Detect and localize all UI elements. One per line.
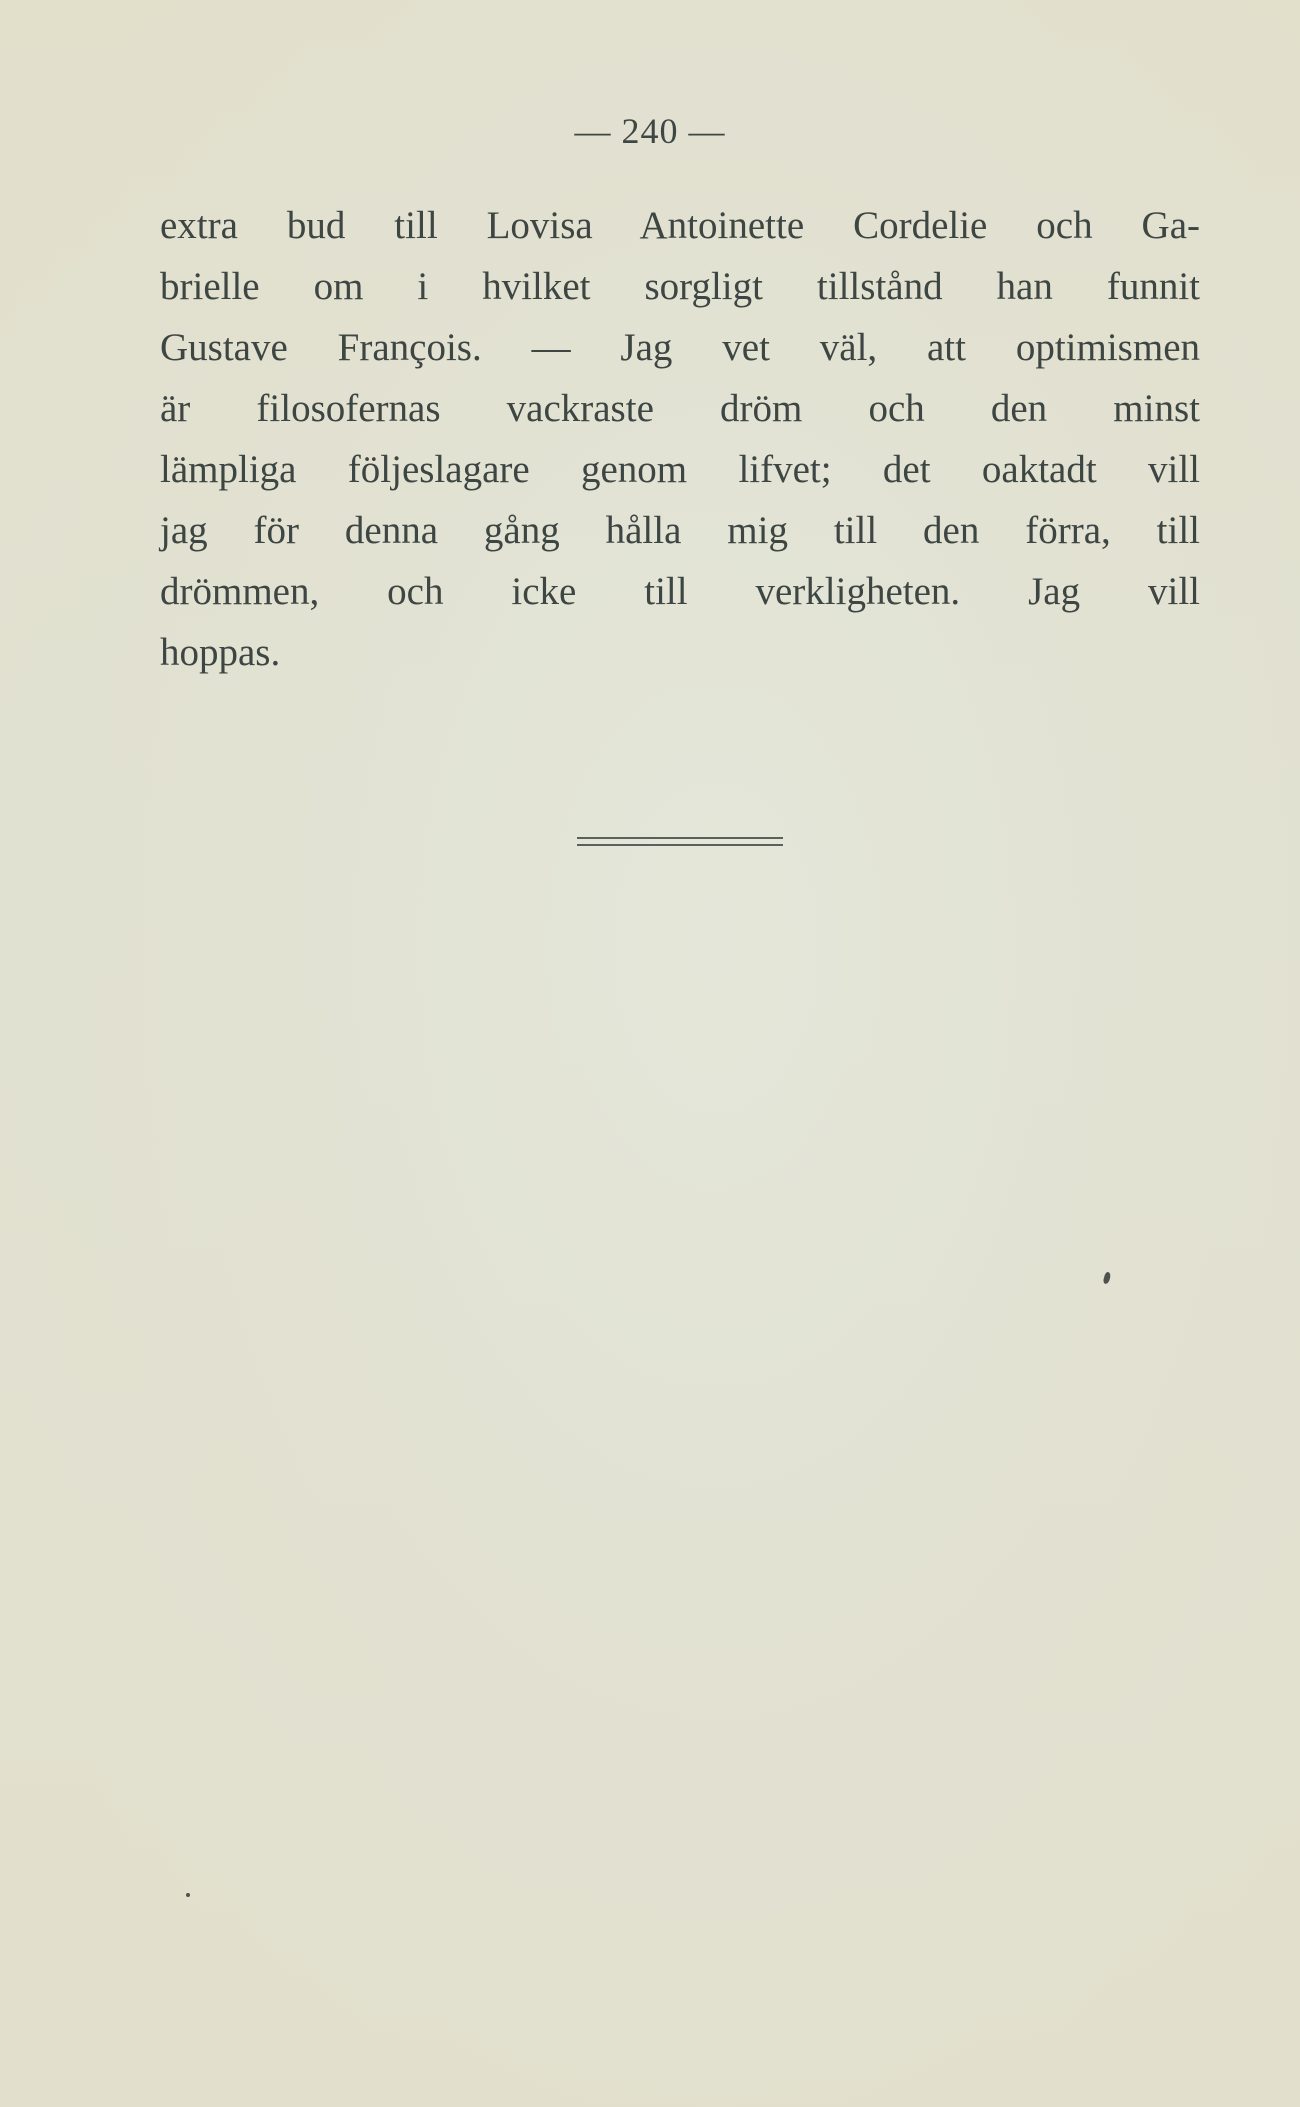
ink-speck — [186, 1893, 190, 1897]
text-line: brielle om i hvilket sorgligt tillstånd han funnit — [160, 265, 1200, 308]
body-text — [160, 195, 1200, 683]
rule-line-bottom — [577, 844, 783, 846]
page-number: — 240 — — [574, 111, 726, 151]
text-line: jag för denna gång hålla mig till den förra, till — [160, 509, 1200, 552]
rule-line-top — [577, 837, 783, 839]
text-line: är filosofernas vackraste dröm och den minst — [160, 387, 1200, 430]
text-line: extra bud till Lovisa Antoinette Cordelie och Ga- — [160, 204, 1200, 247]
text-line: drömmen, och icke till verkligheten. Jag vill — [160, 570, 1200, 613]
text-line: hoppas. — [160, 631, 281, 674]
text-line: Gustave François. — Jag vet väl, att optimismen — [160, 326, 1200, 369]
section-end-rule — [577, 837, 783, 847]
text-line: lämpliga följeslagare genom lifvet; det oaktadt vill — [160, 448, 1200, 491]
ink-speck — [1102, 1271, 1111, 1284]
